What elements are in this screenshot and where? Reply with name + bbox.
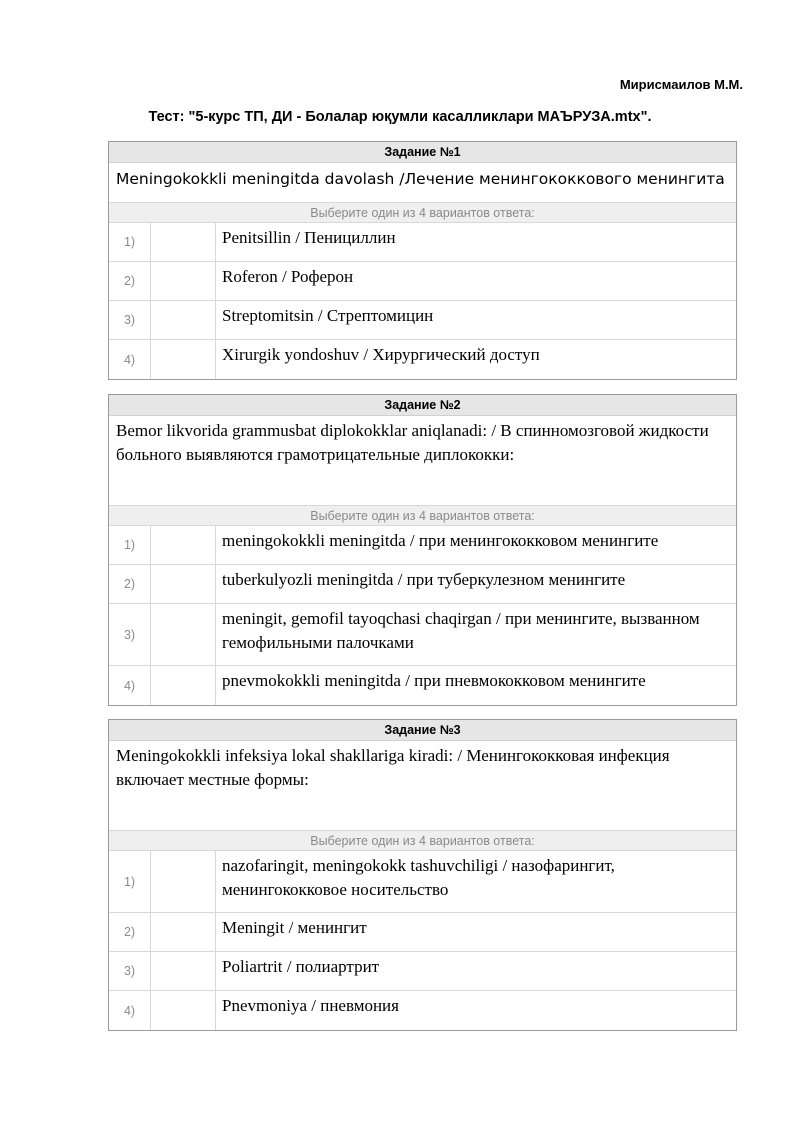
answer-number: 2) <box>109 262 151 300</box>
answer-option-2[interactable] <box>109 565 736 604</box>
answer-text: Streptomitsin / Стрептомицин <box>222 306 434 325</box>
question-text: Meningokokkli meningitda davolash /Лечение менингококкового менингита <box>109 163 736 203</box>
answer-select-cell[interactable] <box>151 913 216 951</box>
author-name: Мирисмаилов М.М. <box>619 77 743 92</box>
answer-number: 3) <box>109 604 151 665</box>
document-title: Тест: "5-курс ТП, ДИ - Болалар юқумли касалликлари МАЪРУЗА.mtx". <box>148 109 652 125</box>
answer-option-3[interactable] <box>109 301 736 340</box>
question-text: Meningokokkli infeksiya lokal shakllariga kiradi: / Менингококковая инфекция включает местные формы: <box>109 741 736 831</box>
answer-text: nazofaringit, meningokokk tashuvchiligi / назофарингит, менингококковое носительство <box>222 856 615 899</box>
question-text: Bemor likvorida grammusbat diplokokklar aniqlanadi: / В спинномозговой жидкости больного выявляются грамотрицательные диплококки: <box>109 416 736 506</box>
answer-option-4[interactable] <box>109 991 736 1030</box>
answer-option-3[interactable] <box>109 952 736 991</box>
answer-select-cell[interactable] <box>151 301 216 339</box>
answer-number: 4) <box>109 991 151 1030</box>
answer-text: Poliartrit / полиартрит <box>222 957 380 976</box>
answer-number: 4) <box>109 666 151 705</box>
answer-number: 3) <box>109 301 151 339</box>
answer-text: Meningit / менингит <box>222 918 367 937</box>
answer-number: 1) <box>109 526 151 564</box>
task-header: Задание №2 <box>109 395 736 416</box>
answer-option-1[interactable] <box>109 851 736 913</box>
answer-text: Xirurgik yondoshuv / Хирургический доступ <box>222 345 540 364</box>
answer-select-cell[interactable] <box>151 991 216 1030</box>
task-header: Задание №1 <box>109 142 736 163</box>
answer-text: Penitsillin / Пенициллин <box>222 228 396 247</box>
answer-select-cell[interactable] <box>151 851 216 912</box>
answer-option-3[interactable] <box>109 604 736 666</box>
answer-text: meningit, gemofil tayoqchasi chaqirgan / при менингите, вызванном гемофильными палочками <box>222 609 700 652</box>
answer-select-cell[interactable] <box>151 604 216 665</box>
answer-number: 1) <box>109 223 151 261</box>
answer-number: 4) <box>109 340 151 379</box>
answer-select-cell[interactable] <box>151 565 216 603</box>
answer-number: 1) <box>109 851 151 912</box>
answer-select-cell[interactable] <box>151 223 216 261</box>
answer-text: Pnevmoniya / пневмония <box>222 996 399 1015</box>
answer-text: Roferon / Роферон <box>222 267 354 286</box>
answer-select-cell[interactable] <box>151 952 216 990</box>
task-1 <box>108 141 737 380</box>
answer-option-4[interactable] <box>109 340 736 379</box>
answer-text: pnevmokokkli meningitda / при пневмококковом менингите <box>222 671 646 690</box>
answer-select-cell[interactable] <box>151 526 216 564</box>
answer-number: 3) <box>109 952 151 990</box>
task-2 <box>108 394 737 706</box>
answer-number: 2) <box>109 565 151 603</box>
answer-instruction: Выберите один из 4 вариантов ответа: <box>109 831 736 851</box>
task-header: Задание №3 <box>109 720 736 741</box>
answer-text: tuberkulyozli meningitda / при туберкулезном менингите <box>222 570 626 589</box>
answer-option-2[interactable] <box>109 913 736 952</box>
answer-select-cell[interactable] <box>151 666 216 705</box>
answer-option-1[interactable] <box>109 223 736 262</box>
task-3 <box>108 719 737 1031</box>
answer-select-cell[interactable] <box>151 340 216 379</box>
answer-select-cell[interactable] <box>151 262 216 300</box>
answer-option-4[interactable] <box>109 666 736 705</box>
answer-number: 2) <box>109 913 151 951</box>
answer-option-2[interactable] <box>109 262 736 301</box>
answer-option-1[interactable] <box>109 526 736 565</box>
answer-instruction: Выберите один из 4 вариантов ответа: <box>109 506 736 526</box>
answer-text: meningokokkli meningitda / при менингококковом менингите <box>222 531 659 550</box>
answer-instruction: Выберите один из 4 вариантов ответа: <box>109 203 736 223</box>
